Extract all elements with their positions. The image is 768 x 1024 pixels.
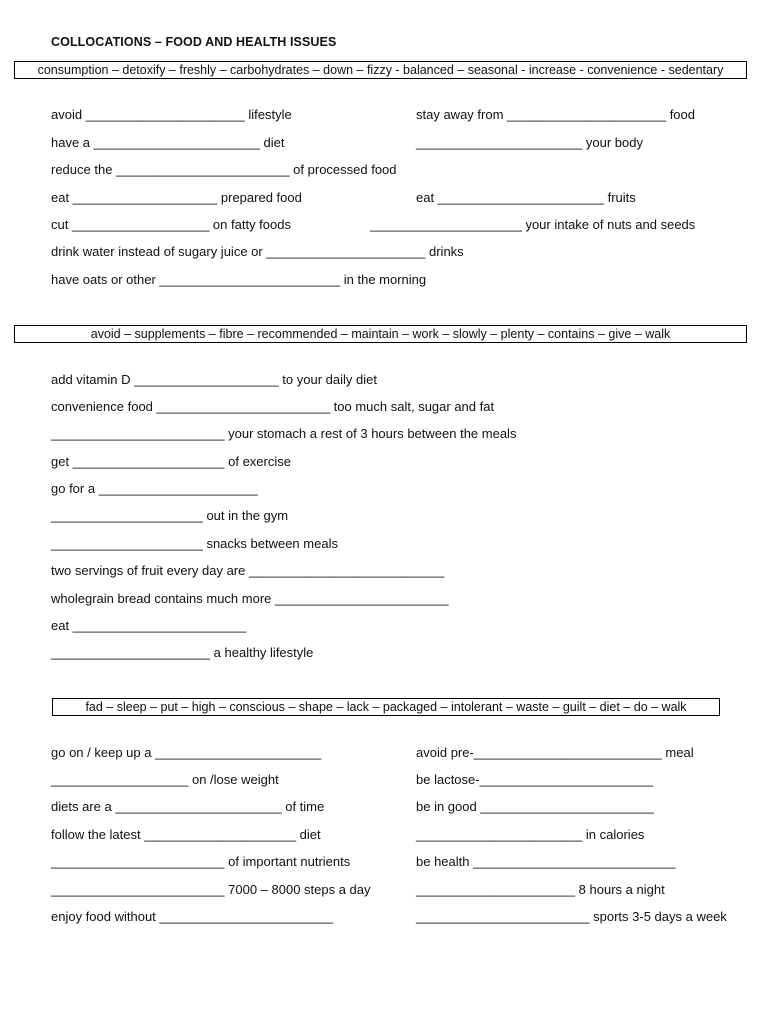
collocation-item: have a _______________________ diet	[51, 135, 285, 150]
collocation-item: be in good ________________________	[416, 799, 654, 814]
collocation-item: diets are a _______________________ of time	[51, 799, 325, 814]
collocation-item: _____________________ snacks between meals	[51, 536, 338, 551]
collocation-item: _____________________ your intake of nuts and seeds	[370, 217, 696, 232]
collocation-item: eat ____________________ prepared food	[51, 190, 302, 205]
collocation-item: ______________________ a healthy lifestyle	[51, 645, 314, 660]
worksheet-title: COLLOCATIONS – FOOD AND HEALTH ISSUES	[51, 35, 337, 49]
collocation-item: ______________________ 8 hours a night	[416, 882, 665, 897]
collocation-item: stay away from ______________________ food	[416, 107, 695, 122]
collocation-item: be health ____________________________	[416, 854, 676, 869]
collocation-item: avoid ______________________ lifestyle	[51, 107, 292, 122]
collocation-item: two servings of fruit every day are ___________________________	[51, 563, 445, 578]
collocation-item: _______________________ in calories	[416, 827, 645, 842]
collocation-item: eat ________________________	[51, 618, 247, 633]
collocation-item: wholegrain bread contains much more ________________________	[51, 591, 449, 606]
word-box-1: consumption – detoxify – freshly – carbohydrates – down – fizzy - balanced – seasonal - increase - convenience - sedentary	[14, 61, 747, 79]
word-box-2: avoid – supplements – fibre – recommended – maintain – work – slowly – plenty – contains – give – walk	[14, 325, 747, 343]
collocation-item: avoid pre-__________________________ meal	[416, 745, 694, 760]
collocation-item: convenience food ________________________ too much salt, sugar and fat	[51, 399, 495, 414]
collocation-item: go for a ______________________	[51, 481, 258, 496]
word-box-3: fad – sleep – put – high – conscious – shape – lack – packaged – intolerant – waste – guilt – diet – do – walk	[52, 698, 720, 716]
collocation-item: ________________________ of important nutrients	[51, 854, 351, 869]
collocation-item: drink water instead of sugary juice or ______________________ drinks	[51, 244, 464, 259]
collocation-item: be lactose-________________________	[416, 772, 654, 787]
collocation-item: reduce the ________________________ of processed food	[51, 162, 397, 177]
collocation-item: ________________________ 7000 – 8000 steps a day	[51, 882, 371, 897]
collocation-item: get _____________________ of exercise	[51, 454, 291, 469]
collocation-item: eat _______________________ fruits	[416, 190, 636, 205]
collocation-item: cut ___________________ on fatty foods	[51, 217, 291, 232]
collocation-item: ___________________ on /lose weight	[51, 772, 279, 787]
collocation-item: follow the latest _____________________ diet	[51, 827, 321, 842]
collocation-item: enjoy food without ________________________	[51, 909, 333, 924]
collocation-item: _______________________ your body	[416, 135, 643, 150]
collocation-item: _____________________ out in the gym	[51, 508, 289, 523]
collocation-item: have oats or other _________________________ in the morning	[51, 272, 427, 287]
collocation-item: go on / keep up a _______________________	[51, 745, 322, 760]
collocation-item: ________________________ sports 3-5 days a week	[416, 909, 727, 924]
collocation-item: ________________________ your stomach a rest of 3 hours between the meals	[51, 426, 517, 441]
collocation-item: add vitamin D ____________________ to your daily diet	[51, 372, 377, 387]
